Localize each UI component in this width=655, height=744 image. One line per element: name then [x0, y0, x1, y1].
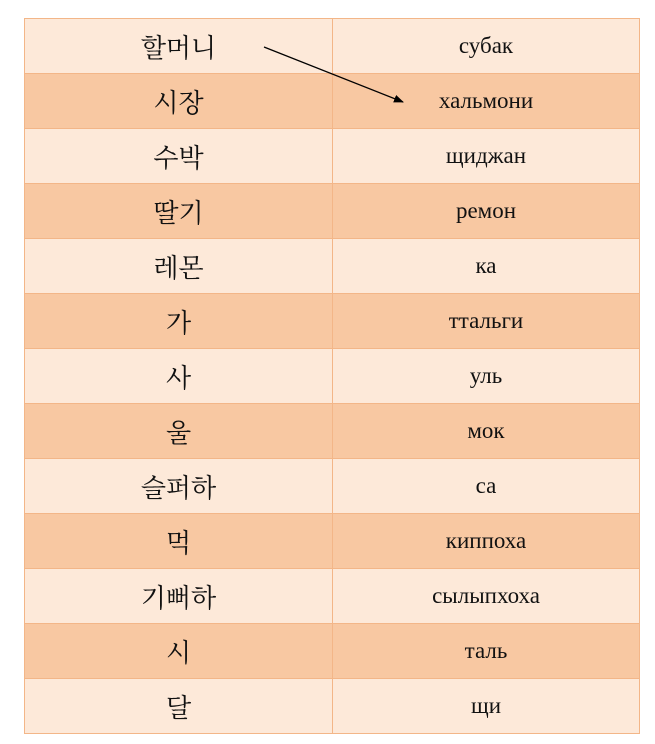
russian-transcription-cell: субак — [333, 19, 640, 74]
korean-word-cell: 레몬 — [25, 239, 333, 294]
word-matching-table — [24, 18, 640, 734]
table-row — [25, 294, 640, 349]
korean-word-cell: 시장 — [25, 74, 333, 129]
korean-word-cell: 기뻐하 — [25, 569, 333, 624]
russian-transcription-cell: ттальги — [333, 294, 640, 349]
korean-word-cell: 할머니 — [25, 19, 333, 74]
russian-transcription-cell: сылыпхоха — [333, 569, 640, 624]
table-row — [25, 404, 640, 459]
table-row — [25, 514, 640, 569]
russian-transcription-cell: уль — [333, 349, 640, 404]
table-row — [25, 349, 640, 404]
russian-transcription-cell: мок — [333, 404, 640, 459]
table-row — [25, 74, 640, 129]
russian-transcription-cell: щиджан — [333, 129, 640, 184]
russian-transcription-cell: таль — [333, 624, 640, 679]
table-row — [25, 569, 640, 624]
russian-transcription-cell: щи — [333, 679, 640, 734]
table-row — [25, 679, 640, 734]
korean-word-cell: 슬퍼하 — [25, 459, 333, 514]
korean-word-cell: 사 — [25, 349, 333, 404]
korean-word-cell: 가 — [25, 294, 333, 349]
table-row — [25, 459, 640, 514]
russian-transcription-cell: ремон — [333, 184, 640, 239]
korean-word-cell: 울 — [25, 404, 333, 459]
korean-word-cell: 먹 — [25, 514, 333, 569]
korean-word-cell: 수박 — [25, 129, 333, 184]
table-row — [25, 184, 640, 239]
table-row — [25, 19, 640, 74]
korean-word-cell: 달 — [25, 679, 333, 734]
russian-transcription-cell: са — [333, 459, 640, 514]
russian-transcription-cell: киппоха — [333, 514, 640, 569]
korean-word-cell: 딸기 — [25, 184, 333, 239]
russian-transcription-cell: ка — [333, 239, 640, 294]
table-row — [25, 129, 640, 184]
korean-word-cell: 시 — [25, 624, 333, 679]
table-row — [25, 239, 640, 294]
word-matching-rows — [25, 19, 640, 734]
russian-transcription-cell: хальмони — [333, 74, 640, 129]
table-row — [25, 624, 640, 679]
